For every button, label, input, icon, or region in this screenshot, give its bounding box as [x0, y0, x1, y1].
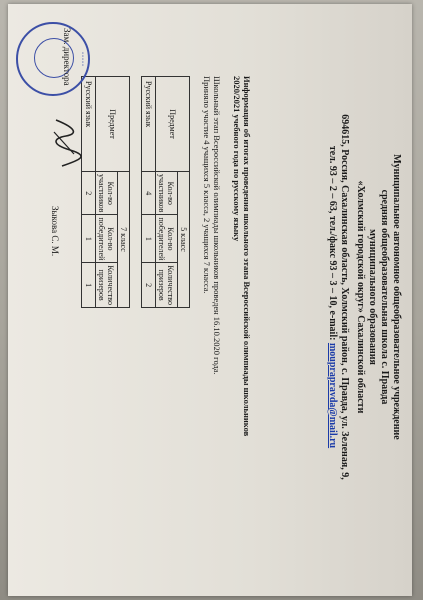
school-seal-stamp: • • • • •	[16, 22, 90, 96]
header-line-3: муниципального образования	[367, 229, 378, 365]
info-paragraph-2: Приняло участие 4 учащихся 5 класса, 2 учащихся 7 класса.	[202, 76, 212, 294]
t5-prizes: 2	[142, 263, 156, 308]
t7-header-subject: Предмет	[96, 77, 130, 172]
results-table-grade-5	[141, 76, 190, 308]
table-row	[82, 77, 96, 308]
results-table-grade-7	[81, 76, 130, 308]
t7-header-winners: Кол-во победителей	[96, 215, 118, 263]
header-line-1: Муниципальное автономное общеобразовательное учреждение	[391, 154, 402, 440]
t7-participants: 2	[82, 172, 96, 215]
info-title-line-2: 2020/2021 учебного года по русскому языку	[232, 76, 242, 242]
handwritten-signature	[44, 114, 84, 174]
t7-header-participants: Кол-во участников	[96, 172, 118, 215]
signoff-name: Зыкова С. М.	[50, 206, 60, 257]
t7-prizes: 1	[82, 263, 96, 308]
header-phone: тел. 93 – 2 – 63, тел./факс 93 – 3 – 10, e-mail:	[327, 145, 338, 343]
t5-header-prizes: Количество призеров	[156, 263, 178, 308]
t5-subject: Русский язык	[142, 77, 156, 172]
info-paragraph-1: Школьный этап Всероссийской олимпиады школьников проведен 16.10.2020 года.	[212, 76, 222, 375]
t7-header-prizes: Количество призеров	[96, 263, 118, 308]
t7-grade-label: 7 класс	[118, 172, 130, 308]
t5-winners: 1	[142, 215, 156, 263]
signoff-role: Зам. директора	[62, 28, 72, 86]
table-row	[142, 77, 156, 308]
header-email-link[interactable]: mouprapravda@mail.ru	[327, 342, 338, 449]
header-contacts	[326, 6, 338, 588]
t7-subject: Русский язык	[82, 77, 96, 172]
t5-header-winners: Кол-во победителей	[156, 215, 178, 263]
t5-header-participants: Кол-во участников	[156, 172, 178, 215]
t5-grade-label: 5 класс	[178, 172, 190, 308]
t5-participants: 4	[142, 172, 156, 215]
t5-header-subject: Предмет	[156, 77, 190, 172]
rotated-document	[8, 6, 412, 588]
info-title-line-1: Информация об итогах проведения школьного этапа Всероссийской олимпиады школьников	[242, 76, 252, 437]
header-line-4: «Холмский городской округ» Сахалинской области	[355, 180, 366, 414]
header-line-2: средняя общеобразовательная школа с. Правда	[379, 189, 390, 405]
header-address: 694615, Россия, Сахалинская область, Холмский район, с. Правда, ул. Зеленая, 9,	[339, 114, 350, 480]
t7-winners: 1	[82, 215, 96, 263]
